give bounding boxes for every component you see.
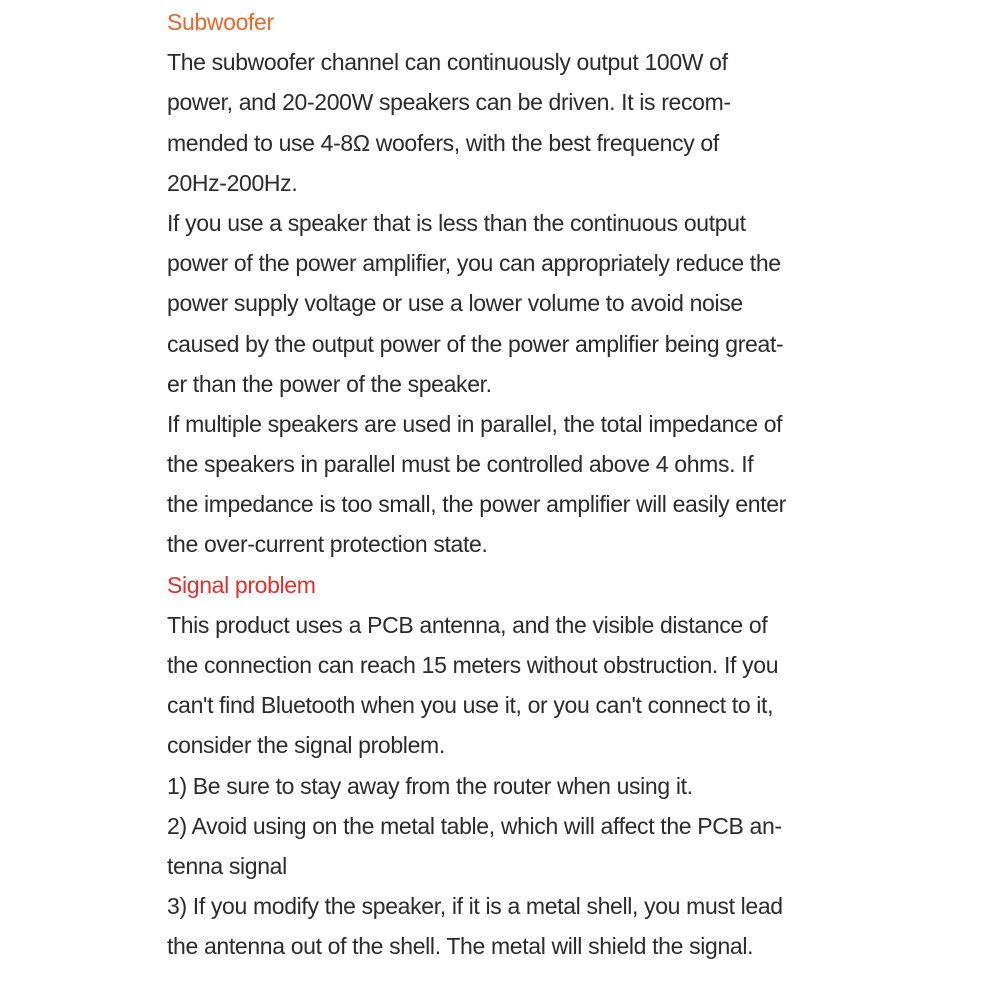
- paragraph-line: the speakers in parallel must be controlled above 4 ohms. If: [167, 451, 754, 478]
- subwoofer-heading: Subwoofer: [167, 9, 274, 35]
- paragraph-line: the impedance is too small, the power amplifier will easily enter: [167, 491, 786, 518]
- paragraph-line: power of the power amplifier, you can appropriately reduce the: [167, 250, 781, 277]
- paragraph-line: This product uses a PCB antenna, and the visible distance of: [167, 611, 768, 638]
- list-item-line: 3) If you modify the speaker, if it is a metal shell, you must lead: [167, 893, 783, 920]
- paragraph-line: mended to use 4-8Ω woofers, with the best frequency of: [167, 129, 719, 156]
- paragraph-line: er than the power of the speaker.: [167, 370, 492, 397]
- paragraph-line: the connection can reach 15 meters without obstruction. If you: [167, 652, 779, 678]
- paragraph-line: can't find Bluetooth when you use it, or you can't connect to it,: [167, 692, 774, 719]
- paragraph-line: The subwoofer channel can continuously output 100W of: [167, 49, 728, 76]
- paragraph-line: If you use a speaker that is less than the continuous output: [167, 209, 746, 236]
- signal-problem-heading: Signal problem: [167, 571, 316, 598]
- paragraph-line: 20Hz-200Hz.: [167, 169, 298, 196]
- list-item-line: tenna signal: [167, 852, 287, 879]
- paragraph-line: power, and 20-200W speakers can be driven. It is recom-: [167, 89, 731, 116]
- paragraph-line: If multiple speakers are used in parallel, the total impedance of: [167, 410, 783, 437]
- paragraph-line: caused by the output power of the power amplifier being great-: [167, 330, 784, 357]
- paragraph-line: the over-current protection state.: [167, 531, 488, 558]
- list-item-line: 1) Be sure to stay away from the router when using it.: [167, 772, 693, 799]
- paragraph-line: consider the signal problem.: [167, 732, 445, 759]
- document-page: [167, 2, 867, 967]
- list-item-line: 2) Avoid using on the metal table, which will affect the PCB an-: [167, 812, 782, 839]
- list-item-line: the antenna out of the shell. The metal will shield the signal.: [167, 933, 754, 960]
- paragraph-line: power supply voltage or use a lower volume to avoid noise: [167, 290, 743, 317]
